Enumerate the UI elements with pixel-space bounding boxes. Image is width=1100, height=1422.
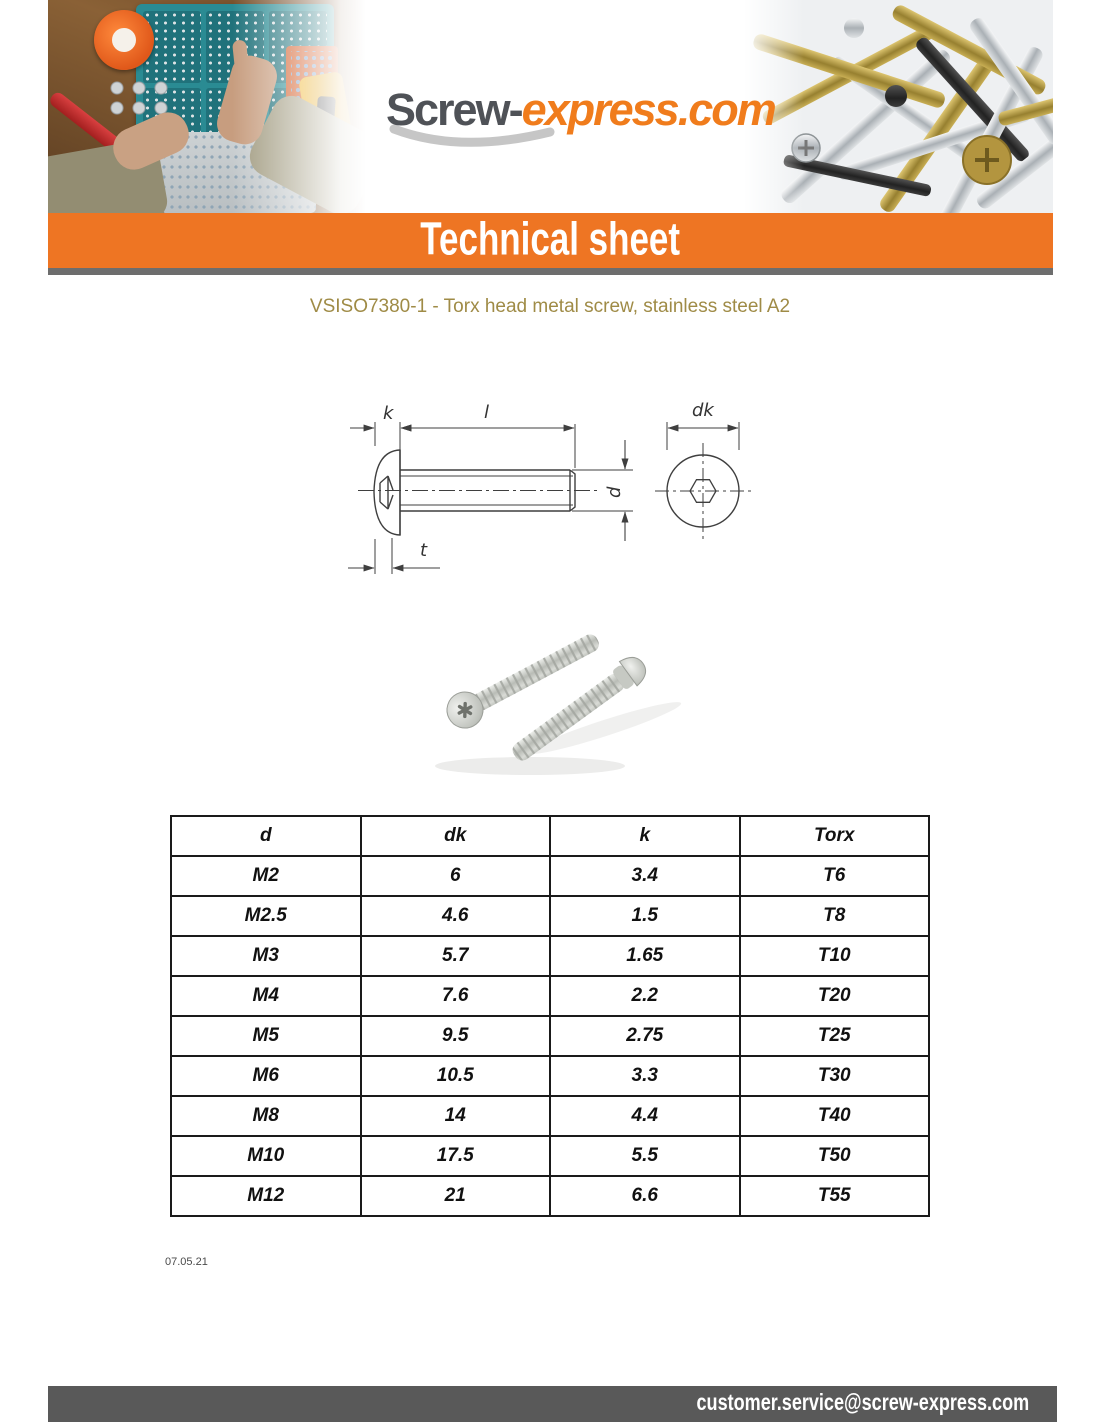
cell-k: 1.5 <box>550 896 740 936</box>
table-row <box>171 1056 929 1096</box>
header-k: k <box>550 816 740 856</box>
cell-k: 1.65 <box>550 936 740 976</box>
header-d: d <box>171 816 361 856</box>
cell-dk: 10.5 <box>361 1056 551 1096</box>
contact-email: customer.service@screw-express.com <box>696 1390 1029 1416</box>
cell-k: 6.6 <box>550 1176 740 1216</box>
cell-torx: T20 <box>740 976 930 1016</box>
cell-k: 3.3 <box>550 1056 740 1096</box>
cell-dk: 7.6 <box>361 976 551 1016</box>
logo-text-orange: express.com <box>521 84 775 135</box>
cell-torx: T55 <box>740 1176 930 1216</box>
cell-k: 2.2 <box>550 976 740 1016</box>
cell-d: M5 <box>171 1016 361 1056</box>
cell-d: M2 <box>171 856 361 896</box>
cell-dk: 5.7 <box>361 936 551 976</box>
dim-label-l: l <box>484 402 490 423</box>
brand-logo <box>386 84 775 136</box>
table-row <box>171 1096 929 1136</box>
screw-pile-photo <box>744 0 1053 213</box>
spec-table <box>170 815 930 1217</box>
cell-d: M3 <box>171 936 361 976</box>
cell-dk: 17.5 <box>361 1136 551 1176</box>
cell-dk: 9.5 <box>361 1016 551 1056</box>
cell-torx: T50 <box>740 1136 930 1176</box>
product-subtitle: VSISO7380-1 - Torx head metal screw, stainless steel A2 <box>309 296 791 317</box>
workbench-photo <box>48 0 366 213</box>
cell-dk: 14 <box>361 1096 551 1136</box>
table-header-row <box>171 816 929 856</box>
table-row <box>171 896 929 936</box>
cell-k: 5.5 <box>550 1136 740 1176</box>
cell-torx: T8 <box>740 896 930 936</box>
cell-torx: T10 <box>740 936 930 976</box>
table-row <box>171 1176 929 1216</box>
cell-dk: 6 <box>361 856 551 896</box>
header-torx: Torx <box>740 816 930 856</box>
dim-label-t: t <box>420 540 428 561</box>
cell-torx: T40 <box>740 1096 930 1136</box>
header-dk: dk <box>361 816 551 856</box>
page-title: Technical sheet <box>420 214 681 266</box>
cell-torx: T30 <box>740 1056 930 1096</box>
technical-drawing <box>330 388 770 593</box>
dim-label-d: d <box>604 486 625 498</box>
cell-k: 2.75 <box>550 1016 740 1056</box>
cell-d: M4 <box>171 976 361 1016</box>
cell-d: M10 <box>171 1136 361 1176</box>
title-banner <box>48 213 1053 268</box>
header <box>0 0 1100 213</box>
cell-k: 3.4 <box>550 856 740 896</box>
cell-d: M12 <box>171 1176 361 1216</box>
table-row <box>171 856 929 896</box>
logo-text-gray: Screw- <box>386 84 522 135</box>
dim-label-k: k <box>383 403 394 424</box>
cell-k: 4.4 <box>550 1096 740 1136</box>
table-row <box>171 936 929 976</box>
cell-d: M6 <box>171 1056 361 1096</box>
cell-torx: T25 <box>740 1016 930 1056</box>
product-photo <box>420 608 715 793</box>
banner-underline <box>48 268 1053 275</box>
dim-label-dk: dk <box>692 400 714 421</box>
table-row <box>171 976 929 1016</box>
cell-dk: 4.6 <box>361 896 551 936</box>
footer-bar <box>48 1386 1057 1422</box>
cell-d: M2.5 <box>171 896 361 936</box>
cell-dk: 21 <box>361 1176 551 1216</box>
cell-d: M8 <box>171 1096 361 1136</box>
table-row <box>171 1016 929 1056</box>
table-row <box>171 1136 929 1176</box>
document-date: 07.05.21 <box>165 1256 208 1268</box>
cell-torx: T6 <box>740 856 930 896</box>
